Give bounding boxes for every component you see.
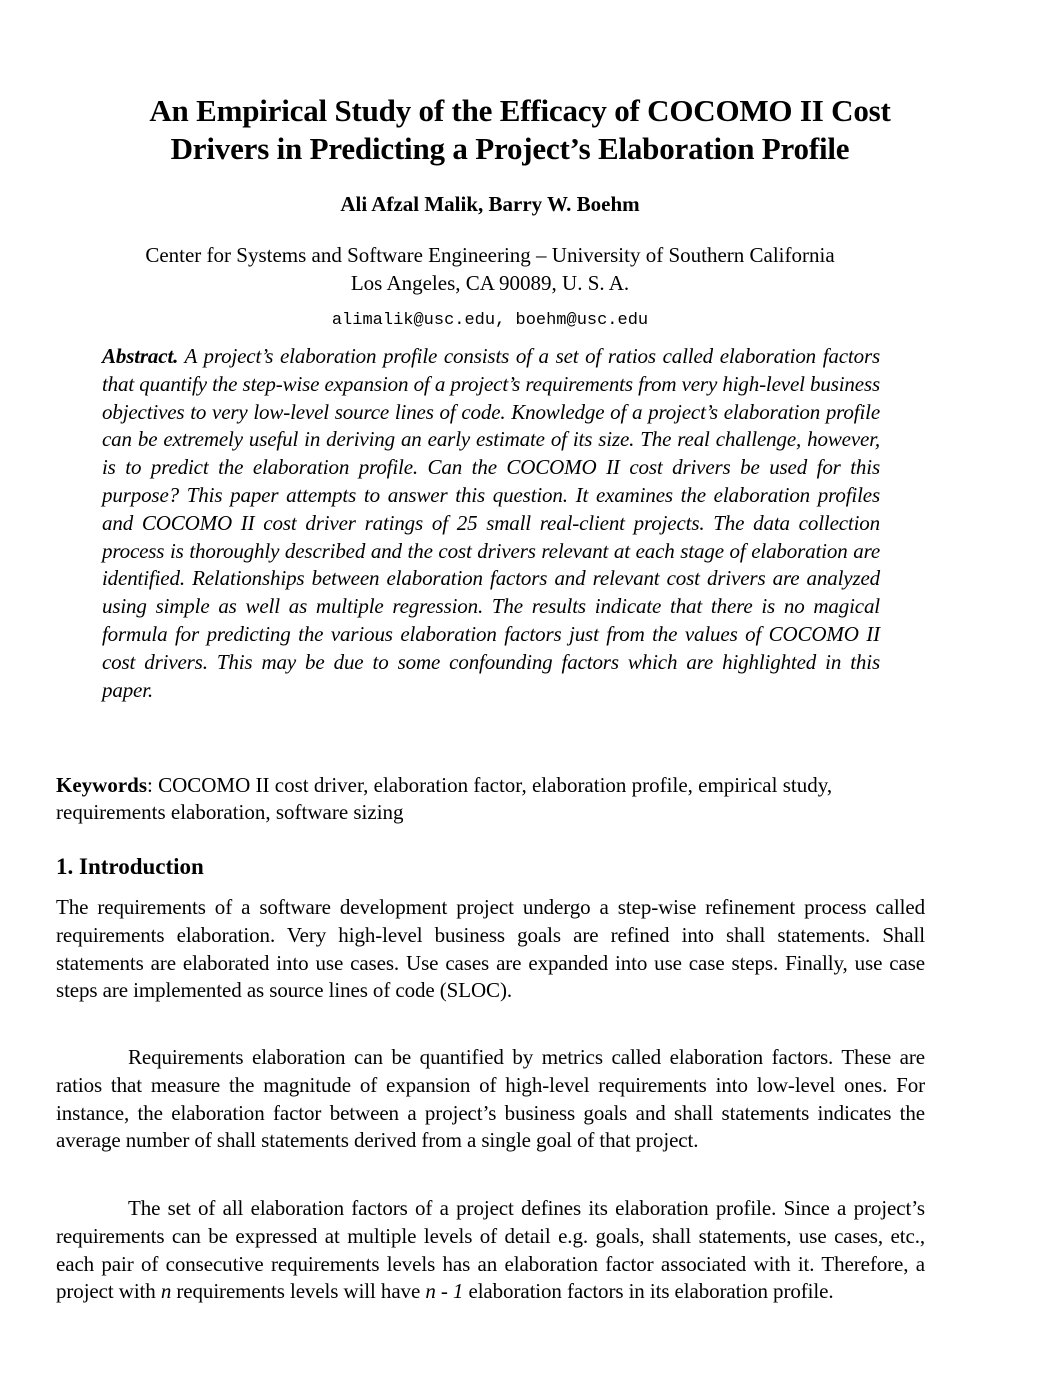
keywords-label: Keywords <box>56 773 147 797</box>
paragraph-3-text-1: The set of all elaboration factors of a project defines its elaboration profile. Since a project’s requirements can be expressed at multiple levels of detail e.g. goals, shall statements, use cases, etc., each pair of consecutive requirements levels has an elaboration factor associated with it. Therefore, a project with <box>56 1196 925 1304</box>
paper-title-line-2: Drivers in Predicting a Project’s Elaboration Profile <box>170 131 850 166</box>
affiliation-line-2: Los Angeles, CA 90089, U. S. A. <box>350 271 630 295</box>
keywords <box>56 772 896 826</box>
abstract-text: A project’s elaboration profile consists of a set of ratios called elaboration factors that quantify the step-wise expansion of a project’s requirements from very high-level business objectives to very low-level source lines of code. Knowledge of a project’s elaboration profile can be extremely useful in deriving an early estimate of its size. The real challenge, however, is to predict the elaboration profile. Can the COCOMO II cost drivers be used for this purpose? This paper attempts to answer this question. It examines the elaboration profiles and COCOMO II cost driver ratings of 25 small real-client projects. The data collection process is thoroughly described and the cost drivers relevant at each stage of elaboration are identified. Relationships between elaboration factors and relevant cost drivers are analyzed using simple as well as multiple regression. The results indicate that there is no magical formula for predicting the various elaboration factors just from the values of COCOMO II cost drivers. This may be due to some confounding factors which are highlighted in this paper. <box>102 344 880 702</box>
affiliation <box>0 241 980 297</box>
math-expression-n-minus-1: n - 1 <box>425 1279 464 1304</box>
paper-title-line-1: An Empirical Study of the Efficacy of COCOMO II Cost <box>149 93 891 128</box>
paragraph-3-text-2: requirements levels will have <box>171 1279 426 1304</box>
math-variable-n: n <box>160 1279 172 1304</box>
keywords-text: : COCOMO II cost driver, elaboration factor, elaboration profile, empirical study, requirements elaboration, software sizing <box>56 773 833 824</box>
paragraph-3-text-3: elaboration factors in its elaboration profile. <box>463 1279 834 1304</box>
abstract-label: Abstract. <box>102 344 179 368</box>
intro-paragraph-1: The requirements of a software development project undergo a step-wise refinement process called requirements elaboration. Very high-level business goals are refined into shall statements. Shall statements are elaborated into use cases. Use cases are expanded into use case steps. Finally, use case steps are implemented as source lines of code (SLOC). <box>56 895 925 1003</box>
intro-paragraph-2: Requirements elaboration can be quantified by metrics called elaboration factors. These are ratios that measure the magnitude of expansion of high-level requirements into low-level ones. For instance, the elaboration factor between a project’s business goals and shall statements indicates the average number of shall statements derived from a single goal of that project. <box>56 1045 925 1153</box>
authors: Ali Afzal Malik, Barry W. Boehm <box>340 192 640 216</box>
intro-paragraph-3 <box>56 1195 925 1306</box>
paper-title <box>60 92 980 168</box>
affiliation-line-1: Center for Systems and Software Engineering – University of Southern California <box>145 243 835 267</box>
author-emails: alimalik@usc.edu, boehm@usc.edu <box>331 311 649 330</box>
abstract <box>102 343 880 704</box>
section-heading-introduction: 1. Introduction <box>56 854 204 879</box>
